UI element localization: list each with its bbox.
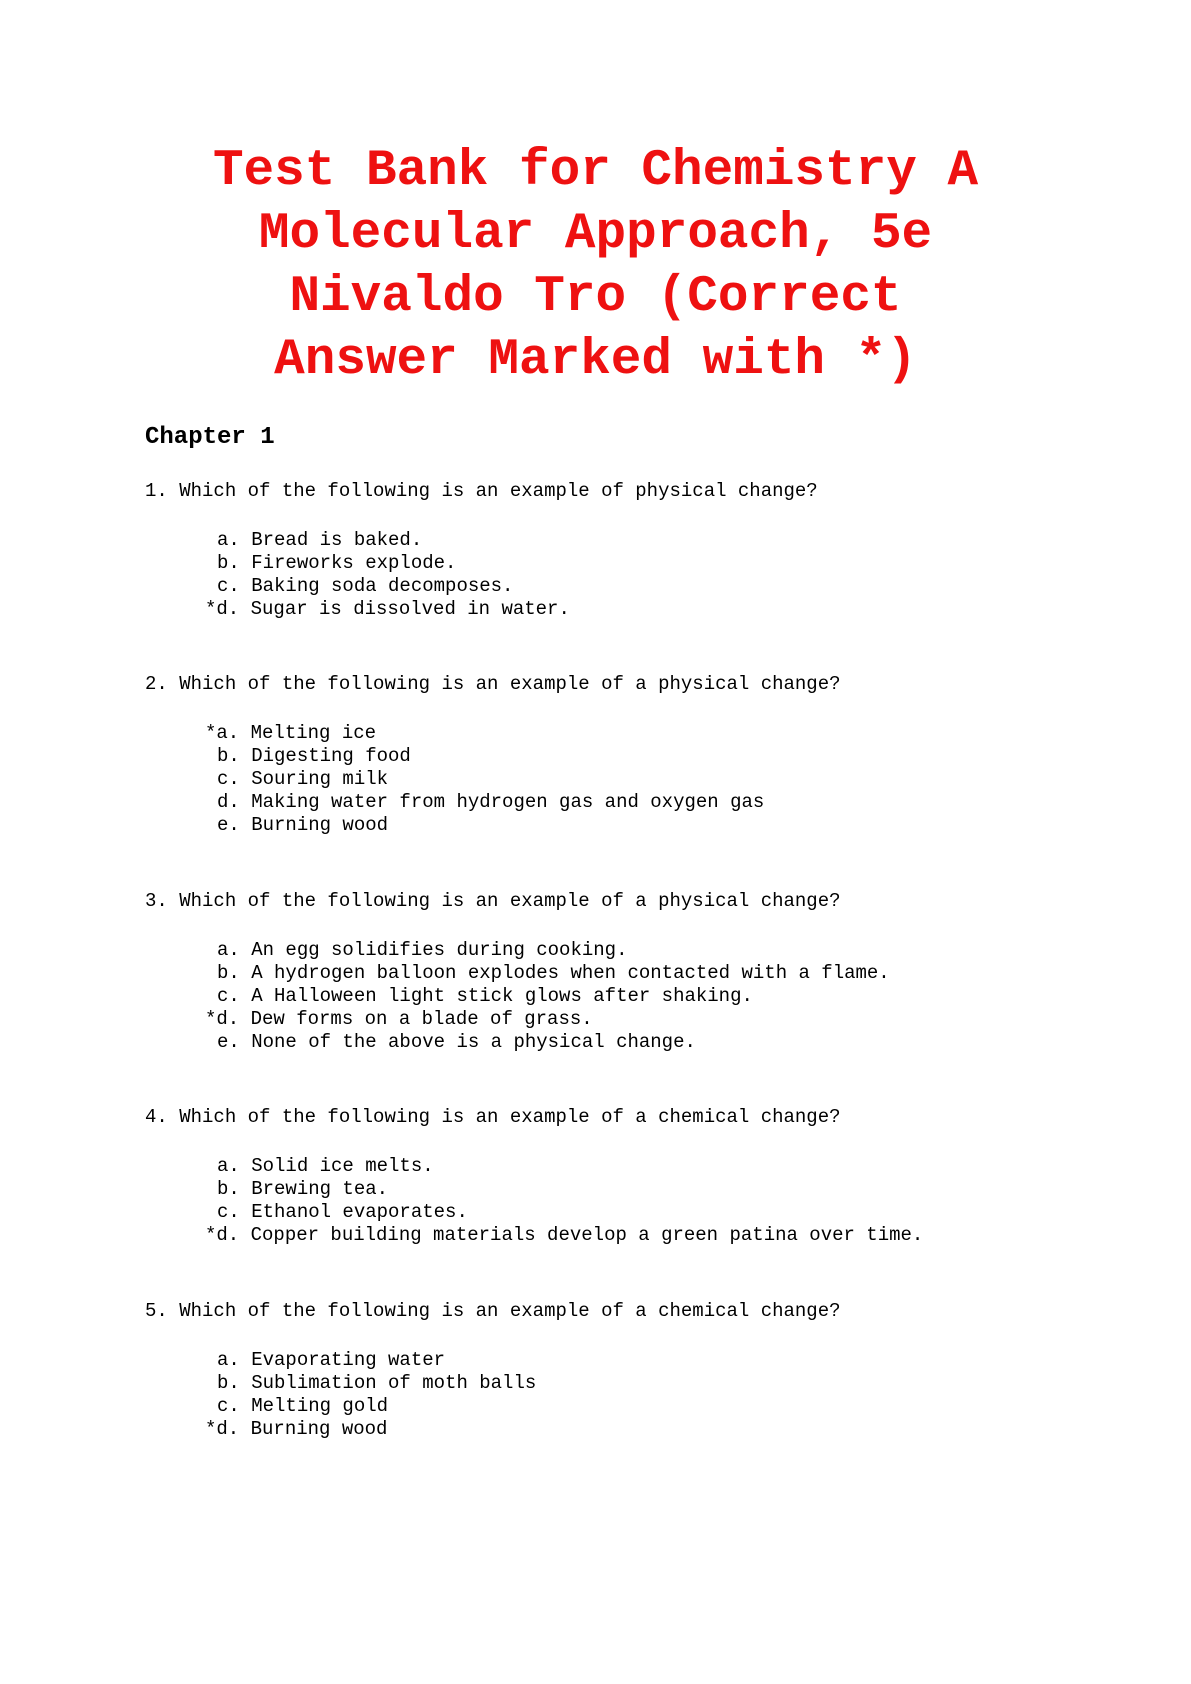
chapter-heading: Chapter 1 bbox=[145, 424, 275, 451]
title-line: Nivaldo Tro (Correct bbox=[289, 269, 902, 326]
answer-options bbox=[145, 1349, 1145, 1441]
answer-option: e. None of the above is a physical change. bbox=[217, 1031, 696, 1053]
question-text: 5. Which of the following is an example of a chemical change? bbox=[145, 1300, 841, 1322]
answer-option: c. Souring milk bbox=[217, 768, 389, 790]
question-1 bbox=[145, 480, 1145, 621]
answer-option: e. Burning wood bbox=[217, 814, 389, 836]
question-4 bbox=[145, 1106, 1145, 1247]
question-5 bbox=[145, 1300, 1145, 1441]
answer-option: c. Baking soda decomposes. bbox=[217, 575, 514, 597]
answer-option: c. A Halloween light stick glows after shaking. bbox=[217, 985, 753, 1007]
answer-option: c. Ethanol evaporates. bbox=[217, 1201, 468, 1223]
correct-answer-option: *d. Sugar is dissolved in water. bbox=[205, 598, 570, 620]
title-line: Test Bank for Chemistry A bbox=[212, 143, 979, 200]
answer-options bbox=[145, 722, 1145, 837]
answer-option: a. An egg solidifies during cooking. bbox=[217, 939, 628, 961]
question-text: 2. Which of the following is an example of a physical change? bbox=[145, 673, 841, 695]
answer-option: b. A hydrogen balloon explodes when contacted with a flame. bbox=[217, 962, 890, 984]
answer-options bbox=[145, 529, 1145, 621]
question-text: 4. Which of the following is an example of a chemical change? bbox=[145, 1106, 841, 1128]
correct-answer-option: *d. Copper building materials develop a green patina over time. bbox=[205, 1224, 924, 1246]
question-2 bbox=[145, 673, 1145, 837]
correct-answer-option: *a. Melting ice bbox=[205, 722, 377, 744]
answer-option: a. Bread is baked. bbox=[217, 529, 423, 551]
correct-answer-option: *d. Burning wood bbox=[205, 1418, 388, 1440]
answer-option: c. Melting gold bbox=[217, 1395, 389, 1417]
answer-options bbox=[145, 1155, 1145, 1247]
answer-options bbox=[145, 939, 1145, 1054]
title-line: Answer Marked with *) bbox=[274, 332, 917, 389]
answer-option: a. Solid ice melts. bbox=[217, 1155, 434, 1177]
question-3 bbox=[145, 890, 1145, 1054]
document-title bbox=[120, 140, 1071, 392]
correct-answer-option: *d. Dew forms on a blade of grass. bbox=[205, 1008, 593, 1030]
answer-option: b. Fireworks explode. bbox=[217, 552, 457, 574]
answer-option: b. Sublimation of moth balls bbox=[217, 1372, 537, 1394]
title-line: Molecular Approach, 5e bbox=[258, 206, 933, 263]
answer-option: d. Making water from hydrogen gas and oxygen gas bbox=[217, 791, 765, 813]
question-text: 1. Which of the following is an example of physical change? bbox=[145, 480, 818, 502]
question-text: 3. Which of the following is an example of a physical change? bbox=[145, 890, 841, 912]
answer-option: a. Evaporating water bbox=[217, 1349, 446, 1371]
answer-option: b. Digesting food bbox=[217, 745, 411, 767]
answer-option: b. Brewing tea. bbox=[217, 1178, 389, 1200]
